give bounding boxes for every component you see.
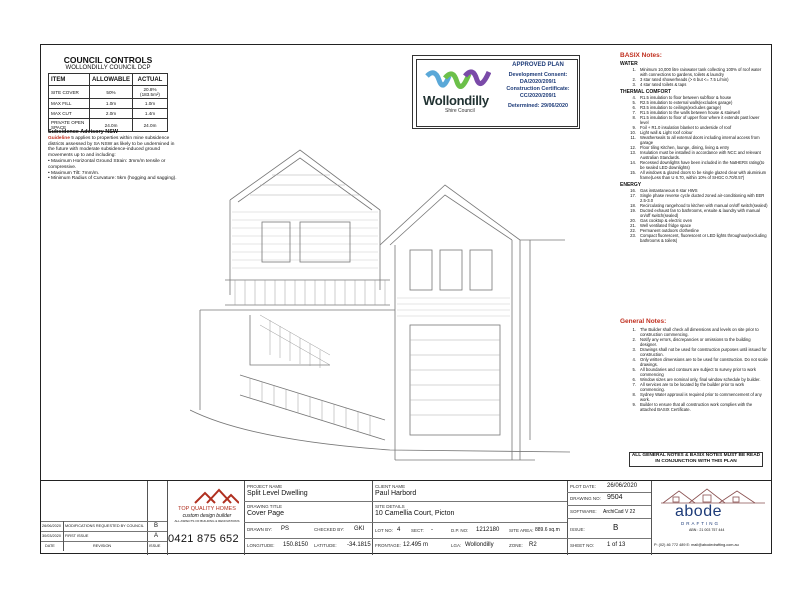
col-header-item: ITEM bbox=[49, 74, 90, 86]
drafting-abn: ABN : 21 003 757 444 bbox=[689, 528, 725, 532]
cert-label: Construction Certificate: bbox=[506, 86, 570, 92]
list-item: 12. Floor tiling Kitchen, lounge, dining, living & entry bbox=[630, 145, 730, 150]
list-item: 9. Foil + R1.0 insulation blanket to underside of roof bbox=[632, 125, 732, 130]
list-item: 8. Sydney Water approval is required prior to commencement of any work. bbox=[632, 392, 762, 402]
cell-allowable: 2.0m bbox=[90, 109, 133, 119]
list-item: 5. R2.5 insulation to external walls(excludes garage) bbox=[632, 100, 733, 105]
basix-water-label: WATER bbox=[620, 61, 638, 67]
latitude-label: LATITUDE: bbox=[314, 543, 337, 548]
drawn-by: PS bbox=[281, 526, 290, 532]
list-item: 20. Gas cooktop & electric oven bbox=[630, 218, 693, 223]
revision-date: 26/06/2020 bbox=[42, 524, 62, 528]
revision-issue: A bbox=[154, 533, 159, 539]
cell-item: SITE COVER bbox=[49, 86, 90, 99]
council-subtitle: WOLLONDILLY COUNCIL DCP bbox=[65, 65, 151, 71]
cell-allowable: 24.0m bbox=[90, 119, 133, 132]
list-item: 14. Recessed downlights have been included in the NatHERS rating(to be sealed LED downlights) bbox=[630, 160, 765, 170]
list-item: 1. Minimum 10,000 litre rainwater tank collecting 100% of roof water with connections to gardens, toilets & laundry bbox=[632, 67, 762, 77]
cell-item: MAX FILL bbox=[49, 99, 90, 109]
client-name: Paul Harbord bbox=[375, 490, 417, 497]
cell-actual: 1.4m bbox=[133, 109, 168, 119]
sect-label: SECT: bbox=[411, 528, 424, 533]
drawing-number: 9504 bbox=[607, 494, 623, 501]
builder-name: TOP QUALITY HOMES bbox=[178, 506, 236, 512]
list-item: 22. Permanent outdoors clothesline bbox=[630, 228, 699, 233]
site-details: 10 Camellia Court, Picton bbox=[375, 510, 455, 517]
table-row bbox=[49, 109, 168, 119]
list-item: 23. Compact fluorescent, fluorescent or LED lights throughout(excluding bathrooms & toilets) bbox=[630, 233, 767, 243]
drafting-name: abode bbox=[675, 503, 722, 520]
list-item: 13. Insulation must be installed in accordance with NCC and relevant Australian Standards. bbox=[630, 150, 761, 160]
council-controls-panel bbox=[48, 53, 168, 132]
list-item: 3. 4 star rated toilets & taps bbox=[632, 82, 687, 87]
basix-energy-label: ENERGY bbox=[620, 182, 642, 188]
client-name-label: CLIENT NAME bbox=[375, 484, 406, 489]
col-header-actual: ACTUAL bbox=[133, 74, 168, 86]
stamp-inner-frame bbox=[416, 59, 578, 127]
checked-by-label: CHECKED BY: bbox=[314, 527, 345, 532]
list-item: 9. Builder to ensure that all construction work complies with the attached BASIX Certificate. bbox=[632, 402, 753, 412]
list-item: 21. Well ventilated fridge space bbox=[630, 223, 692, 228]
site-details-label: SITE DETAILS bbox=[375, 504, 405, 509]
builder-tagline: custom design builder bbox=[182, 513, 232, 519]
house-elevation-drawing bbox=[190, 140, 570, 475]
general-notes-title: General Notes: bbox=[620, 318, 667, 325]
list-item: 4. R1.5 insulation to floor between subfloor & house bbox=[632, 95, 732, 100]
software-label: SOFTWARE: bbox=[570, 509, 597, 514]
lot-number: 4 bbox=[397, 527, 401, 533]
list-item: 1. The Builder shall check all dimensions and levels on site prior to construction commencing. bbox=[632, 327, 759, 337]
cell-item: PRIVATE OPEN SPACE bbox=[49, 119, 90, 132]
list-item: 17. Single phase reverse cycle ducted zoned air-conditioning with EER 2.5-3.0 bbox=[630, 193, 765, 203]
house-sketch-logo-icon bbox=[659, 485, 767, 505]
consent-number: DA/2020/209/1 bbox=[519, 79, 557, 85]
sect-number: - bbox=[431, 527, 433, 533]
site-area-label: SITE AREA: bbox=[509, 528, 534, 533]
list-item: 11. Weatherseals to all external doors including internal access from garage bbox=[630, 135, 760, 145]
sheet-no-label: SHEET NO: bbox=[570, 543, 595, 548]
site-area: 889.6 sq.m bbox=[535, 527, 560, 533]
approved-plan-label: APPROVED PLAN bbox=[512, 62, 564, 68]
roof-logo-icon bbox=[193, 487, 239, 505]
rev-header-issue: ISSUE bbox=[149, 544, 161, 548]
drawing-title: Cover Page bbox=[247, 510, 284, 517]
drawn-by-label: DRAWN BY: bbox=[247, 527, 273, 532]
basix-notes bbox=[620, 52, 768, 243]
plot-date: 26/06/2020 bbox=[607, 483, 638, 489]
col-header-allowable: ALLOWABLE bbox=[90, 74, 133, 86]
cell-actual: 1.0m bbox=[133, 99, 168, 109]
issue-label: ISSUE: bbox=[570, 527, 585, 532]
list-item: 19. Ducted exhaust fan to bathrooms, ensuite & laundry with manual on/off switch(sealed) bbox=[630, 208, 760, 218]
cell-allowable: 50% bbox=[90, 86, 133, 99]
latitude: -34.1815 bbox=[347, 542, 371, 548]
builder-sub: ALL ASPECTS OF BUILDING & RENOVATIONS bbox=[174, 519, 240, 523]
table-row bbox=[49, 99, 168, 109]
list-item: 3. Drawings shall not be used for construction purposes until issued for construction. bbox=[632, 347, 767, 357]
frontage-label: FRONTAGE: bbox=[375, 543, 401, 548]
cell-allowable: 1.0m bbox=[90, 99, 133, 109]
revision-desc: FIRST ISSUE bbox=[65, 534, 89, 538]
sheet-number: 1 of 13 bbox=[607, 542, 626, 548]
project-name-label: PROJECT NAME bbox=[247, 484, 283, 489]
rev-header-date: DATE bbox=[45, 544, 55, 548]
issue: B bbox=[613, 523, 619, 532]
dp-number: 1212180 bbox=[476, 527, 500, 533]
revision-desc: MODIFICATIONS REQUESTED BY COUNCIL bbox=[65, 524, 144, 528]
list-item: 16. Gas instantaneous 6 star HWS bbox=[630, 188, 698, 193]
list-item: 4. Only written dimensions are to be used for construction. Do not scale drawings. bbox=[632, 357, 768, 367]
plot-date-label: PLOT DATE: bbox=[570, 484, 596, 489]
consent-label: Development Consent: bbox=[508, 72, 568, 78]
cert-number: CC/2020/209/1 bbox=[519, 93, 557, 99]
longitude: 150.8150 bbox=[283, 542, 309, 548]
cell-item: MAX CUT bbox=[49, 109, 90, 119]
advisory-line: • Minimum Radius of Curvature: 5km (hogging and sagging). bbox=[48, 176, 177, 182]
advisory-line: • Maximum Tilt: 7mm/m. bbox=[48, 170, 100, 176]
advisory-title: Subsidence Advisory NSW bbox=[48, 129, 119, 135]
determined-date: Determined: 29/06/2020 bbox=[508, 103, 568, 109]
title-block bbox=[41, 480, 771, 555]
all-notes-warning: ALL GENERAL NOTES & BASIX NOTES MUST BE READ IN CONJUNCTION WITH THIS PLAN bbox=[629, 452, 763, 467]
list-item: 7. R1.5 insulation to the walls between house & stairwell bbox=[632, 110, 740, 115]
basix-thermal-label: THERMAL COMFORT bbox=[620, 89, 672, 95]
advisory-guideline: Guideline bbox=[48, 135, 70, 141]
advisory-line: 5 applies to properties within mine subsidence districts assessed by SA NSW as likely to be undermined in the future with moderate subsidence-induced ground movements up to and including: bbox=[48, 135, 175, 159]
cell-actual: 20.8% (183.5m²) bbox=[133, 86, 168, 99]
council-table bbox=[48, 73, 168, 132]
council-logo-sub: Shire Council bbox=[445, 108, 475, 114]
list-item: 15. All windows & glazed doors to be single glazed clear with aluminium frame(Less than U 6.70, within 10% of SHGC 0.70/0.57) bbox=[630, 170, 767, 180]
rev-header-revision: REVISION bbox=[93, 544, 112, 548]
approval-text bbox=[497, 62, 579, 110]
list-item: 8. R1.5 insulation to floor of upper floor where it extends past lower level bbox=[632, 115, 760, 125]
revision-date: 30/03/2020 bbox=[42, 534, 62, 538]
list-item: 10. Light wall & Light roof colour bbox=[630, 130, 693, 135]
advisory-line: • Maximum Horizontal Ground Strain: 3mm/m tensile or compressive. bbox=[48, 158, 166, 170]
lga-label: LGA: bbox=[451, 543, 462, 548]
frontage: 12.495 m bbox=[403, 542, 429, 548]
list-item: 6. Window sizes are nominal only, final window schedule by builder. bbox=[632, 377, 761, 382]
lga: Wollondilly bbox=[465, 542, 494, 548]
drafting-contact: P: (02) 46 772 489 E: mail@abodedrafting.com.au bbox=[654, 543, 739, 547]
longitude-label: LONGITUDE: bbox=[247, 543, 275, 548]
drawing-no-label: DRAWING NO: bbox=[570, 496, 601, 501]
software: ArchiCad V 22 bbox=[603, 509, 636, 515]
revision-issue: B bbox=[154, 523, 159, 529]
list-item: 2. Notify any errors, discrepancies or omissions to the building designer. bbox=[632, 337, 751, 347]
list-item: 2. 3 star rated showerheads (> 6 but <= 7.5 L/min) bbox=[632, 77, 729, 82]
subsidence-advisory bbox=[48, 130, 180, 182]
table-row bbox=[49, 86, 168, 99]
basix-title: BASIX Notes: bbox=[620, 52, 662, 59]
list-item: 7. All services are to be located by the builder prior to work commencing. bbox=[632, 382, 745, 392]
builder-phone: 0421 875 652 bbox=[168, 533, 239, 545]
lot-label: LOT NO: bbox=[375, 528, 393, 533]
drafting-sub: DRAFTING bbox=[681, 521, 720, 526]
council-approval-stamp bbox=[412, 55, 580, 129]
wollondilly-wave-icon bbox=[425, 66, 491, 94]
list-item: 18. Recirculating rangehood to kitchen with manual on/off switch(sealed) bbox=[630, 203, 768, 208]
dp-label: D.P. NO: bbox=[451, 528, 469, 533]
checked-by: GKI bbox=[354, 526, 365, 532]
general-notes bbox=[620, 318, 768, 412]
list-item: 6. R3.5 insulation to ceilings(excludes garage) bbox=[632, 105, 722, 110]
project-name: Split Level Dwelling bbox=[247, 490, 308, 497]
zone: R2 bbox=[529, 542, 537, 548]
list-item: 5. All boundaries and contours are subject to survey prior to work commencing bbox=[632, 367, 756, 377]
drawing-title-label: DRAWING TITLE bbox=[247, 504, 283, 509]
council-title: COUNCIL CONTROLS bbox=[63, 55, 153, 65]
council-logo-word: Wollondilly bbox=[423, 93, 489, 108]
cell-actual: 24.0m bbox=[133, 119, 168, 132]
zone-label: ZONE: bbox=[509, 543, 523, 548]
